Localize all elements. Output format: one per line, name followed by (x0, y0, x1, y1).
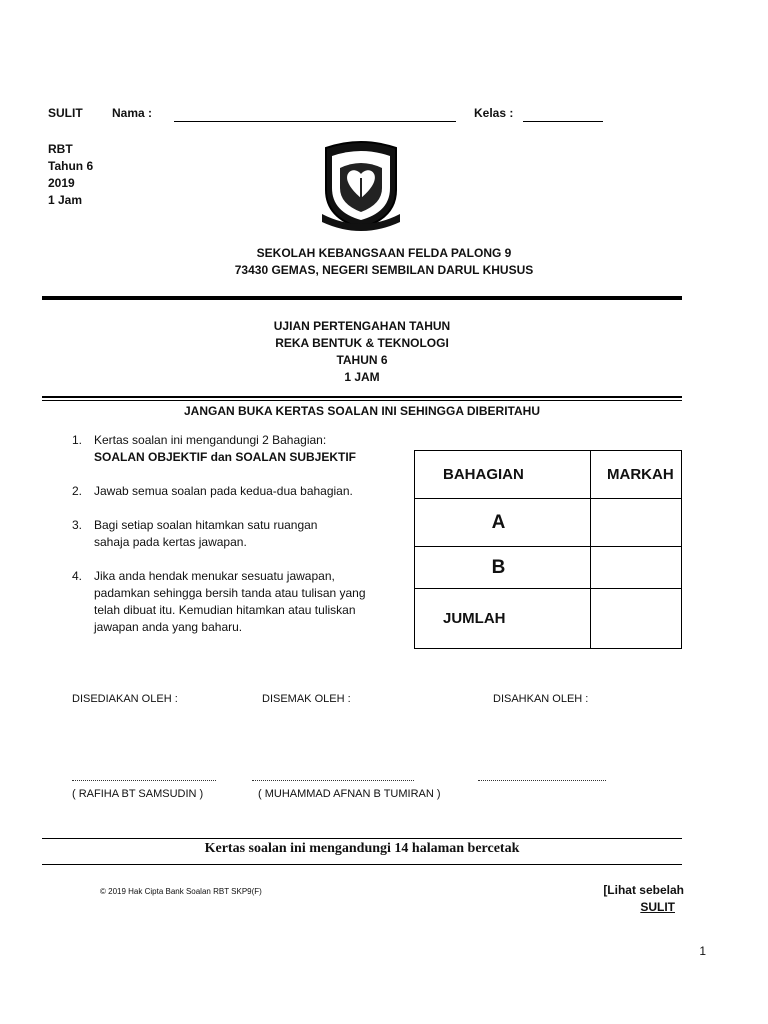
row-total-mark[interactable] (591, 589, 682, 649)
kelas-label: Kelas : (474, 106, 514, 120)
meta-duration: 1 Jam (48, 193, 83, 207)
prepared-by-name: ( RAFIHA BT SAMSUDIN ) (72, 788, 204, 800)
checked-by-label: DISEMAK OLEH : (262, 693, 351, 705)
exam-title: UJIAN PERTENGAHAN TAHUN (273, 319, 451, 333)
subject-code: RBT (48, 142, 73, 156)
exam-subject: REKA BENTUK & TEKNOLOGI (275, 336, 449, 350)
exam-level: TAHUN 6 (336, 353, 388, 367)
row-b-mark[interactable] (591, 547, 682, 589)
row-a-label: A (415, 499, 591, 547)
page-number: 1 (699, 944, 706, 958)
checked-by-sign-line (252, 780, 414, 781)
marks-row-b (415, 547, 682, 589)
prepared-by-sign-line (72, 780, 216, 781)
marks-header-row (415, 451, 682, 499)
marks-row-a (415, 499, 682, 547)
school-crest-icon (318, 138, 404, 234)
prepared-by-label: DISEDIAKAN OLEH : (72, 693, 178, 705)
instruction-2: 2. Jawab semua soalan pada kedua-dua bahagian. (72, 484, 353, 498)
exam-year: 2019 (48, 176, 75, 190)
footer-line-bottom (42, 864, 682, 865)
row-b-label: B (415, 547, 591, 589)
row-a-mark[interactable] (591, 499, 682, 547)
sulit-label: SULIT (48, 106, 83, 120)
instructions-list (72, 432, 372, 653)
school-name: SEKOLAH KEBANGSAAN FELDA PALONG 9 (256, 246, 512, 260)
copyright: © 2019 Hak Cipta Bank Soalan RBT SKP9(F) (100, 887, 262, 896)
nama-label: Nama : (112, 106, 153, 120)
header-markah: MARKAH (591, 451, 682, 499)
kelas-line (523, 121, 603, 122)
instruction-1: 1. Kertas soalan ini mengandungi 2 Bahagian: SOALAN OBJEKTIF dan SOALAN SUBJEKTIF (72, 433, 357, 464)
instruction-4: 4. Jika anda hendak menukar sesuatu jawapan, padamkan sehingga bersih tanda atau tulisan yang telah dibuat itu. Kemudian hitamkan atau tuliskan jawapan anda yang baharu. (72, 569, 366, 634)
double-divider-top (42, 396, 682, 398)
school-address: 73430 GEMAS, NEGERI SEMBILAN DARUL KHUSUS (234, 263, 534, 277)
meta-block (48, 141, 93, 209)
exam-duration: 1 JAM (344, 370, 380, 384)
row-total-label: JUMLAH (415, 589, 591, 649)
header-bahagian: BAHAGIAN (415, 451, 591, 499)
pages-note: Kertas soalan ini mengandungi 14 halaman bercetak (204, 841, 520, 856)
marks-row-total (415, 589, 682, 649)
instruction-3: 3. Bagi setiap soalan hitamkan satu ruangan sahaja pada kertas jawapan. (72, 518, 318, 549)
sulit-footer: SULIT (640, 900, 675, 914)
double-divider-bottom (42, 400, 682, 401)
thick-divider (42, 296, 682, 300)
next-page-note: [Lihat sebelah (603, 883, 684, 897)
approved-by-label: DISAHKAN OLEH : (493, 693, 589, 705)
approved-by-sign-line (478, 780, 606, 781)
warning-text: JANGAN BUKA KERTAS SOALAN INI SEHINGGA DIBERITAHU (183, 404, 540, 418)
nama-line (174, 121, 456, 122)
checked-by-name: ( MUHAMMAD AFNAN B TUMIRAN ) (258, 788, 441, 800)
year-level: Tahun 6 (48, 159, 94, 173)
footer-line-top (42, 838, 682, 839)
exam-title-block (0, 318, 724, 386)
school-crest (318, 138, 404, 234)
marks-table (414, 450, 682, 649)
